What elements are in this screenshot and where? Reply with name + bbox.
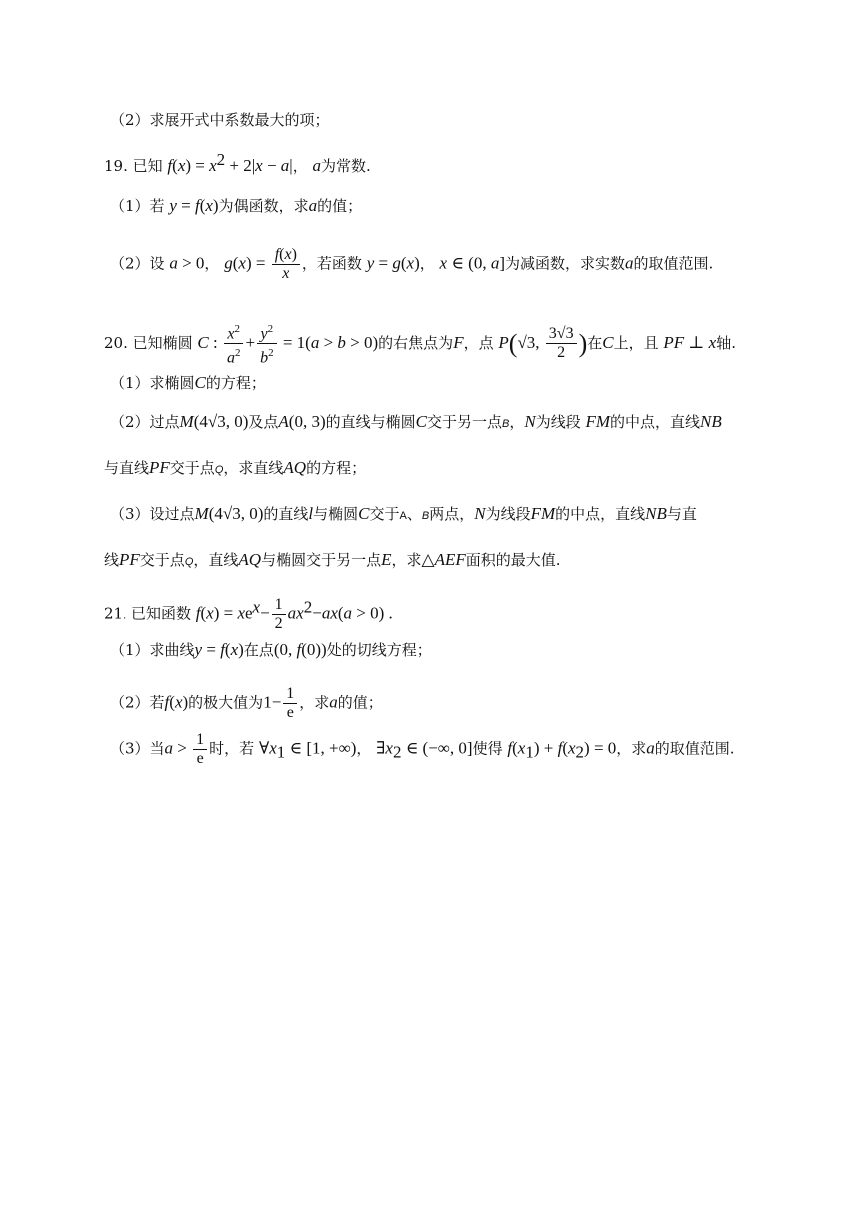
- q20-stem: 20. 已知椭圆 C : $\frac{x^2}{a^2}$ + $\frac{y^2}{b^2}$ = 1(a > b > 0)的右焦点为F，点 P(√3, $\frac{3√3}{2}$ )在C上，且 PF ⊥ x轴.: [104, 320, 736, 368]
- q20-part2-line2: 与直线PF交于点Q，求直线AQ的方程；: [104, 458, 367, 477]
- q19-part2: （2）设 a > 0， g(x) = $\frac{f(x)}{x}$ ，若函数 y = g(x)， x ∈ (0, a]为减函数，求实数a的取值范围.: [110, 246, 714, 282]
- q20-part1: （1）求椭圆C的方程；: [110, 373, 266, 392]
- q20-part2-line1: （2）过点M(4√3, 0)及点A(0, 3)的直线与椭圆C交于另一点B，N为线段 FM的中点，直线NB: [110, 412, 722, 431]
- q21-part3: （3）当a > $\frac{1}{e}$ 时，若 $\forall x_1$ ∈ [1, +∞)， $\exists x_2$ ∈ (−∞, 0]使得 $f(x_1) + f(x_2) = 0$，求a的取值范围.: [110, 731, 735, 767]
- q19-part1: （1）若 y = f(x)为偶函数，求a的值；: [110, 196, 363, 215]
- q21-part2: （2）若f(x)的极大值为1− $\frac{1}{e}$ ，求a的值；: [110, 685, 383, 721]
- q20-part3-line2: 线PF交于点Q，直线AQ与椭圆交于另一点E，求△AEF面积的最大值.: [104, 550, 561, 569]
- q21-stem: 21. 已知函数 $f(x) = xe^x-$ $\frac{1}{2}$ $ax^2-ax(a > 0)$ .: [104, 596, 393, 632]
- q20-part3-line1: （3）设过点M(4√3, 0)的直线l与椭圆C交于A、B两点，N为线段FM的中点，直线NB与直: [110, 504, 697, 523]
- q19-stem: 19. 已知 $f(x) = x^2 + 2|x - a|$， a为常数.: [104, 150, 371, 175]
- q18-part2: （2）求展开式中系数最大的项；: [110, 111, 330, 129]
- q21-part1: （1）求曲线y = f(x)在点(0, f(0))处的切线方程；: [110, 640, 432, 659]
